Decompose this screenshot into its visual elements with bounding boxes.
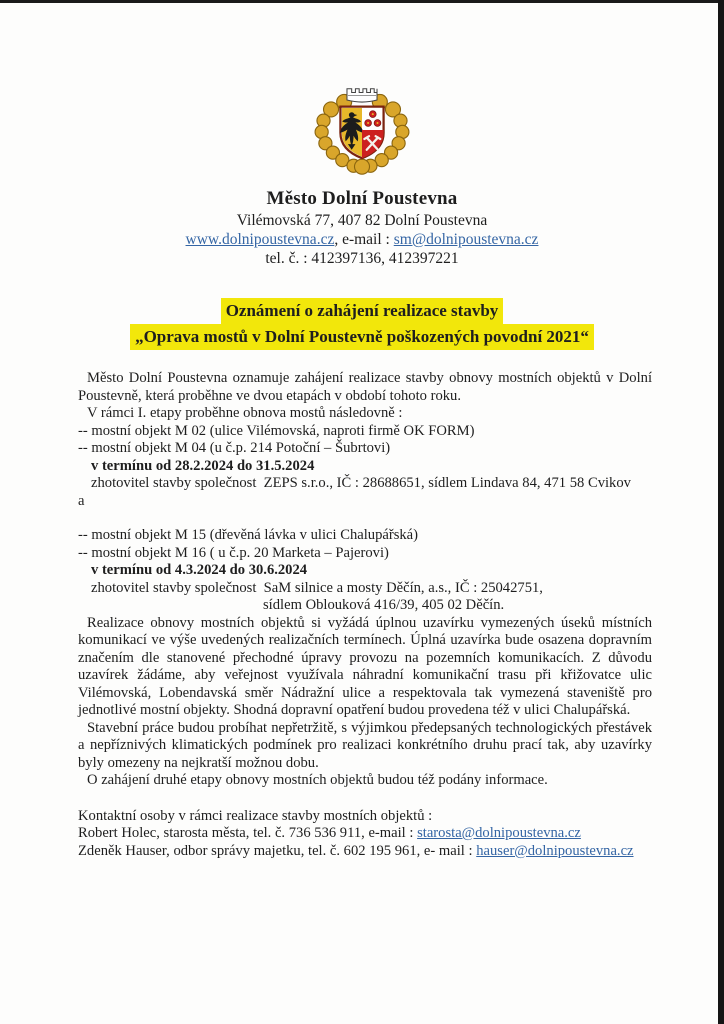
title-line-2: „Oprava mostů v Dolní Poustevně poškozených povodní 2021“ <box>130 324 594 350</box>
stage-1-block <box>78 423 652 511</box>
website-link[interactable]: www.dolnipoustevna.cz <box>185 231 335 248</box>
contact-block <box>78 808 652 861</box>
paragraph-zahajeni: O zahájení druhé etapy obnovy mostních objektů budou též podány informace. <box>87 772 548 788</box>
stage2-contractor-address: sídlem Oblouková 416/39, 405 02 Děčín. <box>263 597 505 613</box>
stage2-contractor: zhotovitel stavby společnost SaM silnice a mosty Děčín, a.s., IČ : 25042751, <box>91 579 543 596</box>
org-address: Vilémovská 77, 407 82 Dolní Poustevna <box>236 212 488 229</box>
contact-heading: Kontaktní osoby v rámci realizace stavby mostních objektů : <box>78 807 433 824</box>
contact-person-1-text: Robert Holec, starosta města, tel. č. 736 536 911, e-mail : <box>78 825 418 841</box>
stage1-item-1: -- mostní objekt M 02 (ulice Vilémovská, naproti firmě OK FORM) <box>78 422 475 439</box>
stage1-contractor-cont: a <box>78 492 85 509</box>
paragraph-realizace: Realizace obnovy mostních objektů si vyžádá úplnou uzavírku vymezených úseků místních komunikací ve výše uvedených realizačních termínech. Úplná uzavírka bude osazena dopravním značením dle stanovené přechodné úpravy provozu na pozemních komunikacích. Z důvodu uzavírek žádáme, aby veřejnost využívala náhradní komunikační trasu při křižovatce ulic Vilémovská, Lobendavská směr Nádražní ulice a respektovala tak vymezená staveniště pro jednotlivé mostní objekty. Shodná dopravní opatření budou provedena též v ulici Chalupářská. <box>78 614 652 718</box>
coat-of-arms-icon <box>301 84 423 178</box>
contact-person-2 <box>78 843 652 861</box>
hauser-email-link[interactable]: hauser@dolnipoustevna.cz <box>476 842 634 859</box>
starosta-email-link[interactable]: starosta@dolnipoustevna.cz <box>417 825 581 841</box>
document-body <box>78 370 652 860</box>
stage2-item-1: -- mostní objekt M 15 (dřevěná lávka v ulici Chalupářská) <box>78 527 419 543</box>
stage-2-block <box>78 527 652 615</box>
document-title <box>0 298 724 350</box>
scan-edge-right <box>718 0 724 1024</box>
stage1-term: v termínu od 28.2.2024 do 31.5.2024 <box>91 457 315 474</box>
contact-person-2-text: Zdeněk Hauser, odbor správy majetku, tel. č. 602 195 961, e- mail : <box>78 842 477 859</box>
letterhead <box>0 0 724 268</box>
scan-edge-top <box>0 0 724 3</box>
org-web-email-line <box>0 231 724 249</box>
intro-paragraph: Město Dolní Poustevna oznamuje zahájení realizace stavby obnovy mostních objektů v Dolní Poustevně, která proběhne ve dvou etapách v období tohoto roku. <box>78 370 652 404</box>
stage1-contractor: zhotovitel stavby společnost ZEPS s.r.o., IČ : 28688651, sídlem Lindava 84, 471 58 Cvikov <box>91 475 631 491</box>
org-phone: tel. č. : 412397136, 412397221 <box>265 250 459 267</box>
stage-list-intro: V rámci I. etapy proběhne obnova mostů následovně : <box>87 405 403 421</box>
org-name: Město Dolní Poustevna <box>266 188 458 209</box>
stage1-item-2: -- mostní objekt M 04 (u č.p. 214 Potoční – Šubrtovi) <box>78 440 391 456</box>
email-separator: , e-mail : <box>334 231 394 248</box>
stage2-term: v termínu od 4.3.2024 do 30.6.2024 <box>91 562 308 578</box>
contact-person-1 <box>78 825 652 843</box>
stage2-item-2: -- mostní objekt M 16 ( u č.p. 20 Marketa – Pajerovi) <box>78 544 389 561</box>
paragraph-stavebni: Stavební práce budou probíhat nepřetržitě, s výjimkou předepsaných technologických přestávek a nepříznivých klimatických podmínek pro realizaci konkrétního druhu prací tak, aby uzavírky byly omezeny na nejkratší možnou dobu. <box>78 719 652 771</box>
org-email-link[interactable]: sm@dolnipoustevna.cz <box>393 231 539 248</box>
title-line-1: Oznámení o zahájení realizace stavby <box>221 298 504 324</box>
